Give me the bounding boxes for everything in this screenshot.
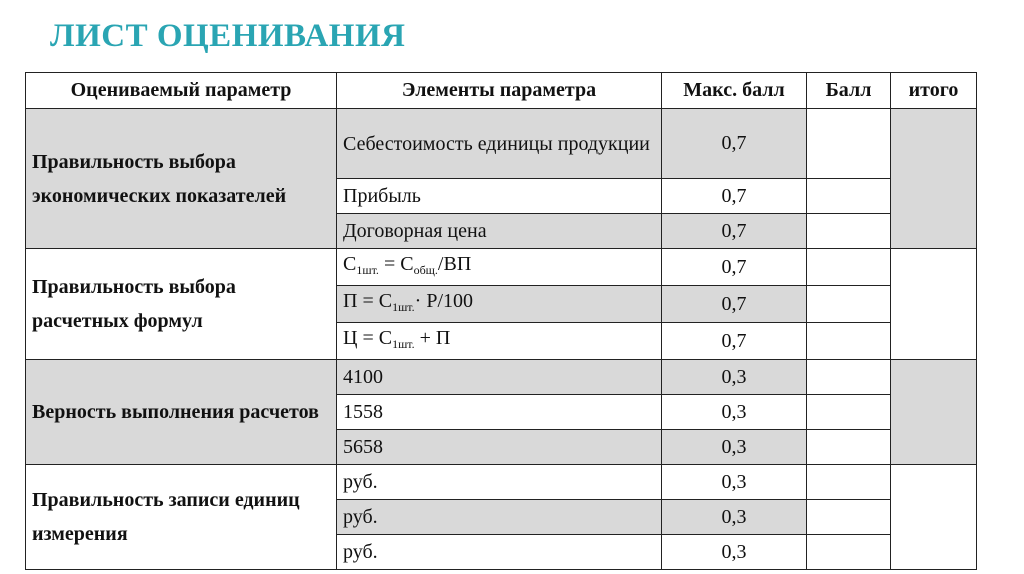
formula-part: общ. [413,263,438,277]
table-row [26,109,977,179]
score-cell[interactable] [807,395,891,430]
element-cell: Себестоимость единицы продукции [337,109,662,179]
element-cell: руб. [337,500,662,535]
header-max: Макс. балл [662,73,807,109]
element-cell: Прибыль [337,179,662,214]
formula-part: П = С [343,290,393,312]
formula-part: /ВП [437,253,472,275]
score-cell[interactable] [807,360,891,395]
param-cell: Правильность записи единиц измерения [26,465,337,570]
formula-part: 1шт. [356,263,379,277]
score-cell[interactable] [807,535,891,570]
formula-part: · Р/100 [414,290,473,312]
total-cell[interactable] [891,465,977,570]
header-param: Оцениваемый параметр [26,73,337,109]
param-cell: Правильность выбора расчетных формул [26,249,337,360]
formula-part: + П [414,327,451,349]
max-score-cell: 0,3 [662,395,807,430]
element-cell: 5658 [337,430,662,465]
total-cell[interactable] [891,109,977,249]
max-score-cell: 0,7 [662,179,807,214]
score-cell[interactable] [807,500,891,535]
page-title: ЛИСТ ОЦЕНИВАНИЯ [50,18,406,54]
score-cell[interactable] [807,214,891,249]
max-score-cell: 0,3 [662,535,807,570]
score-cell[interactable] [807,249,891,286]
score-cell[interactable] [807,323,891,360]
max-score-cell: 0,7 [662,109,807,179]
formula-part: Ц = С [343,327,393,349]
header-score: Балл [807,73,891,109]
max-score-cell: 0,7 [662,249,807,286]
score-cell[interactable] [807,430,891,465]
table-body [26,109,977,570]
formula-part: С [343,253,357,275]
formula-part: = С [378,253,414,275]
total-cell[interactable] [891,360,977,465]
param-cell: Правильность выбора экономических показателей [26,109,337,249]
table-row [26,360,977,395]
max-score-cell: 0,7 [662,214,807,249]
total-cell[interactable] [891,249,977,360]
element-cell: руб. [337,465,662,500]
table-row [26,465,977,500]
max-score-cell: 0,3 [662,465,807,500]
max-score-cell: 0,7 [662,286,807,323]
param-cell: Верность выполнения расчетов [26,360,337,465]
element-cell: руб. [337,535,662,570]
element-cell [337,323,662,360]
max-score-cell: 0,3 [662,500,807,535]
header-total: итого [891,73,977,109]
element-cell [337,249,662,286]
score-cell[interactable] [807,109,891,179]
max-score-cell: 0,3 [662,360,807,395]
element-cell: Договорная цена [337,214,662,249]
element-cell: 1558 [337,395,662,430]
formula-part: 1шт. [392,337,415,351]
score-cell[interactable] [807,286,891,323]
max-score-cell: 0,7 [662,323,807,360]
score-cell[interactable] [807,179,891,214]
evaluation-table [25,72,977,570]
header-elements: Элементы параметра [337,73,662,109]
table-row [26,249,977,286]
max-score-cell: 0,3 [662,430,807,465]
element-cell [337,286,662,323]
score-cell[interactable] [807,465,891,500]
formula-part: 1шт. [392,300,415,314]
table-header-row [26,73,977,109]
element-cell: 4100 [337,360,662,395]
